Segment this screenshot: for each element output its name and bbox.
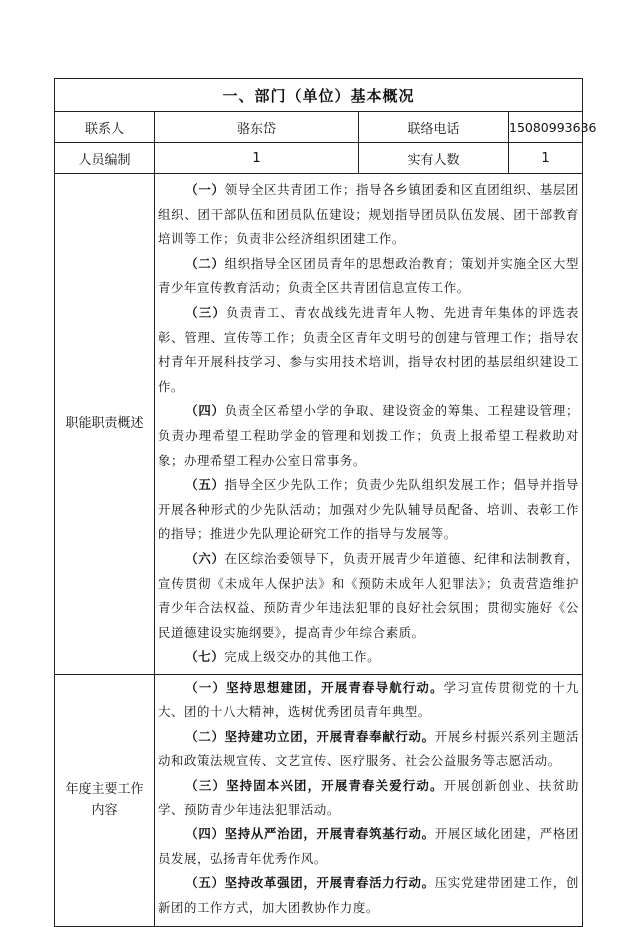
actual-label: 实有人数 [359, 143, 509, 174]
duty-item: （六）在区综治委领导下，负责开展青少年道德、纪律和法制教育，宣传贯彻《未成年人保护法》和《预防未成年人犯罪法》；负责营造维护青少年合法权益、预防青少年违法犯罪的良好社会氛围；贯彻实施好《公民道德建设实施纲要》，提高青少年综合素质。 [158, 550, 580, 640]
duty-item: （一）领导全区共青团工作；指导各乡镇团委和区直团组织、基层团组织、团干部队伍和团员队伍建设；规划指导团员队伍发展、团干部教育培训等工作；负责非公经济组织团建工作。 [158, 182, 580, 247]
duties-label: 职能职责概述 [55, 174, 155, 675]
annual-item: （一）坚持思想建团，开展青春导航行动。学习宣传贯彻党的十九大、团的十八大精神，选树优秀团员青年典型。 [158, 679, 580, 720]
phone-label: 联络电话 [359, 112, 509, 143]
annual-item: （五）坚持改革强团，开展青春活力行动。压实党建带团建工作，创新团的工作方式，加大团教协作力度。 [158, 875, 579, 915]
phone-value: 15080993636 [509, 112, 583, 143]
contact-label: 联系人 [55, 112, 155, 143]
annual-work-content [155, 674, 583, 926]
staff-value: 1 [155, 143, 359, 174]
duty-item: （四）负责全区希望小学的争取、建设资金的筹集、工程建设管理；负责办理希望工程助学金的管理和划拨工作；负责上报希望工程救助对象；办理希望工程办公室日常事务。 [158, 403, 580, 468]
actual-value: 1 [509, 143, 583, 174]
annual-item: （四）坚持从严治团，开展青春筑基行动。开展区域化团建，严格团员发展，弘扬青年优秀作风。 [158, 826, 579, 866]
duty-item: （三）负责青工、青农战线先进青年人物、先进青年集体的评选表彰、管理、宣传等工作；负责全区青年文明号的创建与管理工作；指导农村青年开展科技学习、参与实用技术培训，指导农村团的基层组织建设工作。 [158, 304, 580, 394]
annual-item: （二）坚持建功立团，开展青春奉献行动。开展乡村振兴系列主题活动和政策法规宣传、文艺宣传、医疗服务、社会公益服务等志愿活动。 [158, 728, 579, 769]
annual-work-label: 年度主要工作内容 [55, 674, 155, 926]
duty-item: （五）指导全区少先队工作；负责少先队组织发展工作；倡导并指导开展各种形式的少先队活动；加强对少先队辅导员配备、培训、表彰工作的指导；推进少先队理论研究工作的指导与发展等。 [158, 477, 580, 542]
table-title: 一、部门（单位）基本概况 [55, 79, 583, 112]
basic-info-table [54, 78, 597, 927]
contact-value: 骆东岱 [155, 112, 359, 143]
staff-label: 人员编制 [55, 143, 155, 174]
duty-item: （二）组织指导全区团员青年的思想政治教育；策划并实施全区大型青少年宣传教育活动；负责全区共青团信息宣传工作。 [158, 255, 580, 296]
annual-item: （三）坚持固本兴团，开展青春关爱行动。开展创新创业、扶贫助学、预防青少年违法犯罪活动。 [158, 777, 580, 817]
duties-content [155, 174, 583, 675]
duty-item: （七）完成上级交办的其他工作。 [185, 649, 381, 665]
